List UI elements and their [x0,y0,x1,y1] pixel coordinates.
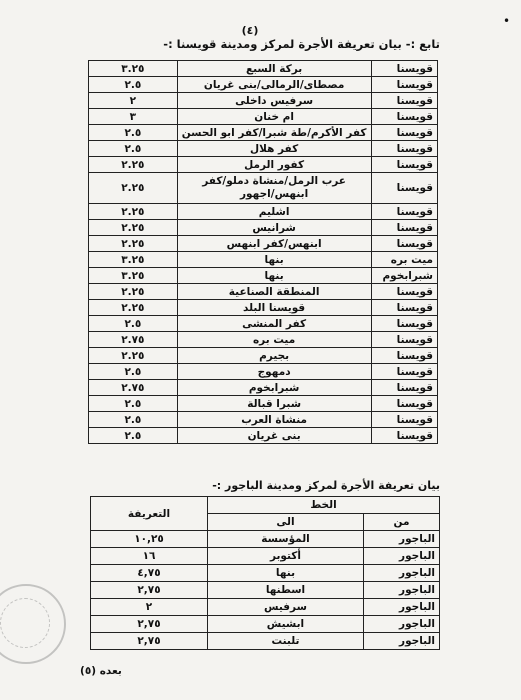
cell-from: قويسنا [371,93,437,109]
cell-from: قويسنا [371,109,437,125]
cell-rate: ٢,٧٥ [91,582,208,599]
cell-from: قويسنا [371,332,437,348]
cell-to: كفور الرمل [177,157,371,173]
table-header-row [91,497,440,514]
table-row [89,61,438,77]
table-row [89,332,438,348]
cell-rate: ٢.٢٥ [89,348,178,364]
cell-from: قويسنا [371,348,437,364]
cell-from: قويسنا [371,204,437,220]
table-row [89,93,438,109]
official-seal [0,584,66,664]
table-row [89,412,438,428]
cell-to: بنها [177,268,371,284]
table-row [91,548,440,565]
cell-to: ام خنان [177,109,371,125]
table-row [89,141,438,157]
cell-to: المؤسسة [208,531,364,548]
cell-from: الباجور [363,548,439,565]
cell-rate: ٢.٥ [89,77,178,93]
cell-from: الباجور [363,599,439,616]
cell-to: بنها [177,252,371,268]
cell-from: الباجور [363,616,439,633]
margin-mark: • [503,14,511,28]
cell-to: دمهوج [177,364,371,380]
cell-to: بجيرم [177,348,371,364]
cell-from: قويسنا [371,141,437,157]
table-row [91,565,440,582]
cell-from: شبرابخوم [371,268,437,284]
cell-from: قويسنا [371,284,437,300]
table-row [89,380,438,396]
fare-table-bagour-head [91,497,440,531]
cell-from: قويسنا [371,173,437,204]
page-number: (٤) [241,24,259,37]
fare-table-qweisna-body [89,61,438,444]
cell-to: اسطنها [208,582,364,599]
header-line: الخط [208,497,440,514]
table-row [91,616,440,633]
cell-rate: ٢ [91,599,208,616]
cell-to: كفر هلال [177,141,371,157]
table-row [89,157,438,173]
cell-rate: ٣.٢٥ [89,268,178,284]
cell-to: عرب الرمل/منشاة دملو/كفر ابنهس/اجهور [177,173,371,204]
cell-rate: ٢.٥ [89,412,178,428]
table-row [89,173,438,204]
cell-rate: ٤,٧٥ [91,565,208,582]
cell-to: شبرابخوم [177,380,371,396]
cell-rate: ٣.٢٥ [89,61,178,77]
table-row [91,599,440,616]
cell-rate: ٢.٧٥ [89,332,178,348]
cell-to: كفر الأكرم/طة شبرا/كفر ابو الحسن [177,125,371,141]
table-row [91,531,440,548]
table-row [89,348,438,364]
cell-from: قويسنا [371,300,437,316]
cell-to: منشاة العرب [177,412,371,428]
cell-to: سرفيس داخلى [177,93,371,109]
cell-rate: ٢.٥ [89,125,178,141]
cell-rate: ٢.٢٥ [89,300,178,316]
cell-to: شبرا قبالة [177,396,371,412]
cell-rate: ٢.٥ [89,396,178,412]
table-row [91,582,440,599]
cell-from: قويسنا [371,220,437,236]
table-row [89,77,438,93]
cell-from: قويسنا [371,364,437,380]
cell-rate: ٣ [89,109,178,125]
table-row [89,396,438,412]
cell-rate: ٢.٢٥ [89,236,178,252]
table-row [89,236,438,252]
table-row [89,204,438,220]
cell-rate: ١٦ [91,548,208,565]
table-row [89,268,438,284]
cell-rate: ٢.٧٥ [89,380,178,396]
table-row [89,428,438,444]
header-from: من [363,514,439,531]
cell-to: ابنهس/كفر ابنهس [177,236,371,252]
cell-rate: ٢.٢٥ [89,220,178,236]
cell-rate: ٢.٢٥ [89,284,178,300]
cell-rate: ٢,٧٥ [91,633,208,650]
cell-to: أكتوبر [208,548,364,565]
table-row [89,125,438,141]
cell-to: ابشيش [208,616,364,633]
cell-rate: ٢.٥ [89,316,178,332]
cell-rate: ٢.٢٥ [89,157,178,173]
cell-from: الباجور [363,582,439,599]
cell-to: كفر المنشى [177,316,371,332]
cell-from: الباجور [363,531,439,548]
header-rate: التعريفة [91,497,208,531]
header-to: الى [208,514,364,531]
continued-note: بعده (٥) [80,665,122,677]
table-row [89,364,438,380]
cell-from: قويسنا [371,77,437,93]
fare-table-qweisna [88,60,438,444]
cell-from: قويسنا [371,428,437,444]
table-row [89,252,438,268]
cell-from: ميت بره [371,252,437,268]
cell-rate: ٢.٥ [89,141,178,157]
cell-from: الباجور [363,565,439,582]
cell-from: قويسنا [371,125,437,141]
cell-to: المنطقة الصناعية [177,284,371,300]
table-row [89,109,438,125]
cell-from: قويسنا [371,61,437,77]
cell-rate: ٢.٥ [89,428,178,444]
cell-rate: ٣.٢٥ [89,252,178,268]
cell-rate: ٢,٧٥ [91,616,208,633]
table-row [89,284,438,300]
cell-to: سرفيس [208,599,364,616]
section-title-qweisna: تابع :- بيان تعريفة الأجرة لمركز ومدينة قويسنا :- [163,37,440,51]
cell-rate: ٢.٢٥ [89,204,178,220]
cell-from: قويسنا [371,412,437,428]
cell-to: شرانيس [177,220,371,236]
cell-from: قويسنا [371,157,437,173]
table-row [91,633,440,650]
cell-rate: ٢.٥ [89,364,178,380]
section-title-bagour: بيان تعريفة الأجرة لمركز ومدينة الباجور :- [212,479,440,492]
cell-from: قويسنا [371,380,437,396]
cell-from: قويسنا [371,236,437,252]
fare-table-bagour-body [91,531,440,650]
cell-rate: ١٠,٢٥ [91,531,208,548]
cell-from: قويسنا [371,316,437,332]
table-row [89,300,438,316]
fare-table-bagour [90,496,440,650]
cell-rate: ٢.٢٥ [89,173,178,204]
table-row [89,316,438,332]
cell-to: بركة السبع [177,61,371,77]
table-row [89,220,438,236]
cell-to: تلبنت [208,633,364,650]
cell-rate: ٢ [89,93,178,109]
cell-to: مصطاى/الرمالى/بنى غريان [177,77,371,93]
cell-from: الباجور [363,633,439,650]
cell-to: قويسنا البلد [177,300,371,316]
cell-to: ميت بره [177,332,371,348]
cell-to: اشليم [177,204,371,220]
cell-to: بنى غريان [177,428,371,444]
cell-from: قويسنا [371,396,437,412]
cell-to: بنها [208,565,364,582]
